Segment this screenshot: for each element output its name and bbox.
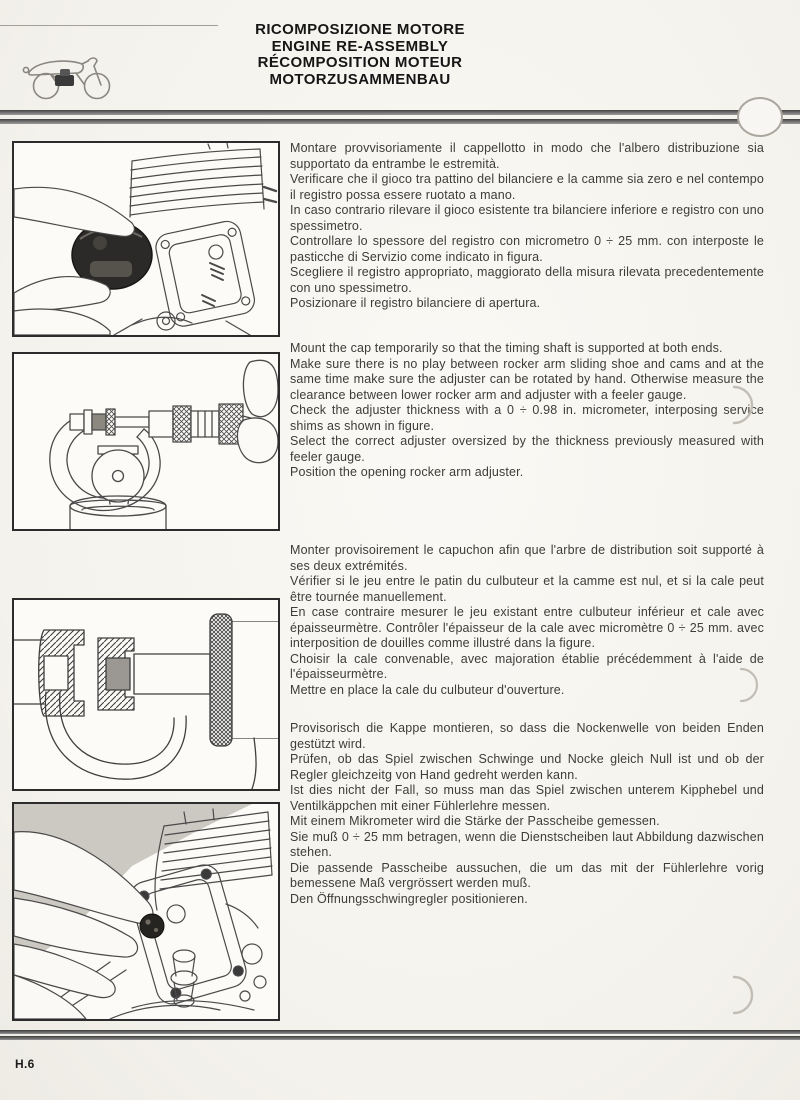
- paragraph: Montare provvisoriamente il cappellotto in modo che l'albero distribuzione sia supportato da entrambe le estremità.: [290, 141, 764, 171]
- binder-hole: [737, 97, 783, 137]
- paragraph: Vérifier si le jeu entre le patin du culbuteur et la camme est nul, et si la cale peut être tournée manuellement.: [290, 574, 764, 604]
- header-divider-bars: [0, 110, 800, 128]
- paragraph: Choisir la cale convenable, avec majoration établie précédemment à l'aide de l'épaisseurmètre.: [290, 651, 764, 681]
- paragraph: Select the correct adjuster oversized by the thickness previously measured with feeler gauge.: [290, 434, 764, 464]
- figure-shim-insertion: [12, 802, 280, 1021]
- paragraph: Scegliere il registro appropriato, maggiorato della misura rilevata precedentemente con uno spessimetro.: [290, 265, 764, 295]
- motorcycle-logo-icon: [18, 48, 113, 100]
- title-line-english: ENGINE RE-ASSEMBLY: [271, 37, 449, 55]
- paragraph: En case contraire mesurer le jeu existant entre culbuteur inférieur et cale avec épaisseurmètre. Contrôler l'épaisseur de la cale avec micromètre 0 ÷ 25 mm. avec interposition de douilles comme illustré dans la figure.: [290, 605, 764, 650]
- paragraph: Mit einem Mikrometer wird die Stärke der Passcheibe gemessen.: [290, 814, 660, 828]
- divider-bar: [0, 1036, 800, 1040]
- page-number: H.6: [15, 1057, 35, 1071]
- text-section-german: [290, 721, 764, 907]
- paragraph: Make sure there is no play between rocker arm sliding shoe and cams and at the same time make sure the adjuster can be rotated by hand. Otherwise measure the clearance between lower rocker arm and adjuster with a feeler gauge.: [290, 356, 764, 402]
- paragraph: Den Öffnungsschwingregler positionieren.: [290, 891, 528, 906]
- figure-cap-installation: [12, 141, 280, 337]
- text-section-italian: [290, 141, 764, 312]
- page-title: [100, 22, 620, 88]
- paragraph: Die passende Passcheibe aussuchen, die um das mit der Fühlerlehre vorig bemessene Maß vergrössert werden muß.: [290, 860, 764, 890]
- paragraph: In caso contrario rilevare il gioco esistente tra bilanciere inferiore e registro con uno spessimetro.: [290, 203, 764, 233]
- binder-arc: [734, 666, 768, 704]
- divider-bar: [0, 1030, 800, 1034]
- title-line-french: RÉCOMPOSITION MOTEUR: [257, 54, 463, 71]
- binder-arc: [726, 384, 764, 426]
- text-section-french: [290, 543, 764, 698]
- paragraph: Posizionare il registro bilanciere di apertura.: [290, 296, 541, 310]
- text-section-english: [290, 341, 764, 481]
- paragraph: Prüfen, ob das Spiel zwischen Schwinge und Nocke gleich Null ist und ob der Regler gleichzeitg von Hand gedreht werden kann.: [290, 752, 764, 782]
- paragraph: Monter provisoirement le capuchon afin que l'arbre de distribution soit supporté à ses deux extrémités.: [290, 543, 764, 573]
- divider-bar: [0, 110, 800, 115]
- paragraph: Sie muß 0 ÷ 25 mm betragen, wenn die Dienstscheiben laut Abbildung dazwischen stehen.: [290, 829, 764, 859]
- title-line-german: MOTORZUSAMMENBAU: [269, 70, 451, 88]
- footer-divider-bars: [0, 1030, 800, 1042]
- paragraph: Check the adjuster thickness with a 0 ÷ 0.98 in. micrometer, interposing service shims as shown in figure.: [290, 403, 764, 433]
- paragraph: Verificare che il gioco tra pattino del bilanciere e la camme sia zero e nel contempo il registro possa essere ruotato a mano.: [290, 172, 764, 202]
- figure-micrometer-cross-section: [12, 598, 280, 791]
- paragraph: Mettre en place la cale du culbuteur d'ouverture.: [290, 682, 565, 697]
- binder-arc: [726, 974, 764, 1016]
- title-line-italian: RICOMPOSIZIONE MOTORE: [255, 21, 465, 38]
- paragraph: Controllare lo spessore del registro con micrometro 0 ÷ 25 mm. con interposte le pasticche di Servizio come indicato in figura.: [290, 234, 764, 264]
- paragraph: Position the opening rocker arm adjuster.: [290, 465, 524, 479]
- divider-bar: [0, 119, 800, 124]
- paragraph: Ist dies nicht der Fall, so muss man das Spiel zwischen unterem Kipphebel und Ventilkäppchen mit einer Fühlerlehre messen.: [290, 783, 764, 813]
- paragraph: Provisorisch die Kappe montieren, so dass die Nockenwelle von beiden Enden gestützt wird.: [290, 721, 764, 751]
- paragraph: Mount the cap temporarily so that the timing shaft is supported at both ends.: [290, 341, 723, 355]
- figure-micrometer-measurement: [12, 352, 280, 531]
